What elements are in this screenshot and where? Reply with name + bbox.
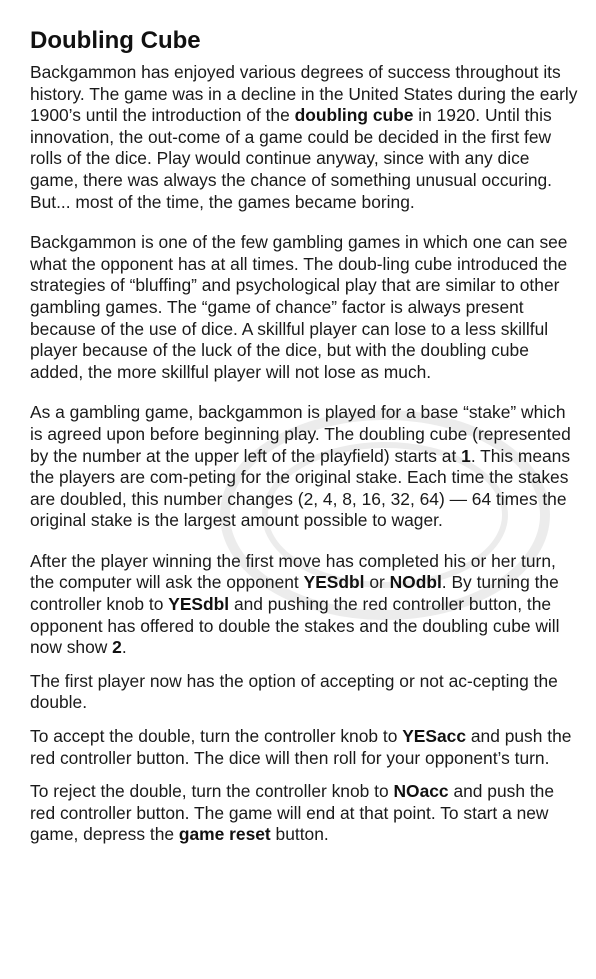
paragraph-reject [30,781,578,846]
bold-term: game reset [178,824,271,845]
bold-term: NOacc [393,781,449,802]
text-run: button. [270,824,329,845]
text-run: Backgammon is one of the few gambling games in which one can see what the opponent has at all times. The doub-ling cube introduced the strategies of “bluffing” and psychological play that are similar to other gambling games. The “game of chance” factor is always present because of the use of dice. A skillful player can lose to a less skillful player because of the luck of the dice, but with the doubling cube added, the more skillful player will not lose as much. [30,232,568,382]
bold-term: doubling cube [294,105,414,126]
paragraph-option [30,671,578,714]
text-run: and push the red controller button. The dice will then roll for your opponent’s turn. [30,726,572,768]
text-run: in 1920. Until this innovation, the out-come of a game could be decided in the first few rolls of the dice. Play would continue anyway, since with any dice game, there was always the chance of something unusual occuring. But... most of the time, the games became boring. [30,105,553,212]
paragraph-offer-double [30,551,578,659]
text-run: To accept the double, turn the controller knob to [30,726,403,747]
text-run: To reject the double, turn the controller knob to [30,781,394,802]
text-run: or [364,572,390,593]
text-run: and push the red controller button. The game will end at that point. To start a new game, depress the [30,781,555,845]
manual-page [30,26,578,846]
bold-term: YESdbl [303,572,365,593]
text-run: . By turning the controller knob to [30,572,559,615]
bold-term: 2 [112,637,122,658]
page-title: Doubling Cube [30,27,201,54]
text-run: . [121,637,127,658]
text-run: The first player now has the option of accepting or not ac-cepting the double. [30,670,558,713]
paragraph-strategy [30,232,578,383]
paragraph-accept [30,726,578,769]
paragraph-stakes [30,402,578,532]
text-run: Backgammon has enjoyed various degrees of success throughout its history. The game was in a decline in the United States during the early 1900’s until the introduction of the [30,62,578,126]
paragraph-history [30,62,578,213]
bold-term: 1 [461,445,471,466]
text-run: After the player winning the first move has completed his or her turn, the computer will ask the opponent [30,550,556,593]
bold-term: YESdbl [168,594,230,615]
text-run: and pushing the red controller button, the opponent has offered to double the stakes and the doubling cube will now show [30,594,560,658]
text-run: . This means the players are com-peting for the original stake. Each time the stakes are doubled, this number changes (2, 4, 8, 16, 32, 64) — 64 times the original stake is the largest amount possible to wager. [30,445,571,531]
bold-term: YESacc [402,726,467,747]
text-run: As a gambling game, backgammon is played for a base “stake” which is agreed upon before beginning play. The doubling cube (represented by the number at the upper left of the playfield) starts at [30,402,571,466]
bold-term: NOdbl [389,572,442,593]
